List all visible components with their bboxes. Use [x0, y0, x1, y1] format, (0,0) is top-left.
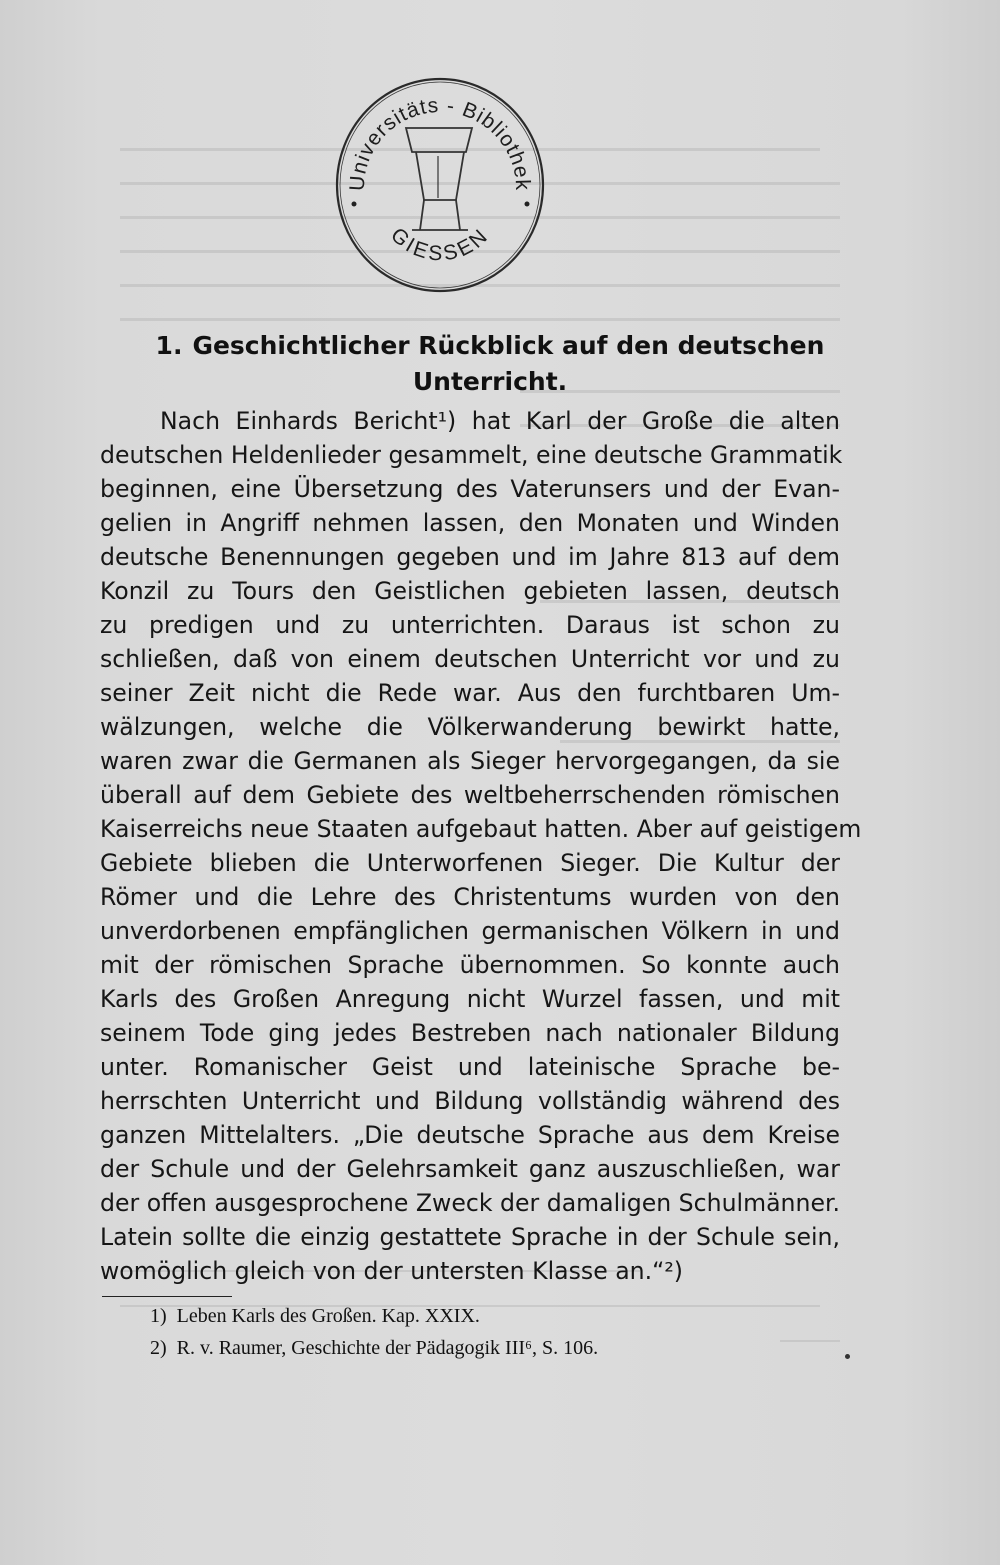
stamp-emblem — [406, 128, 472, 230]
text-line: gelien in Angriff nehmen lassen, den Monaten und Winden — [100, 509, 840, 537]
text-line: der Schule und der Gelehrsamkeit ganz auszuschließen, war — [100, 1155, 840, 1183]
footnote-2 — [150, 1332, 850, 1364]
text-line: Latein sollte die einzig gestattete Sprache in der Schule sein, — [100, 1223, 840, 1251]
ink-speck — [845, 1354, 850, 1359]
text-line: zu predigen und zu unterrichten. Daraus ist schon zu — [100, 611, 840, 639]
text-line: überall auf dem Gebiete des weltbeherrschenden römischen — [100, 781, 840, 809]
footnote-number: 2) — [150, 1337, 167, 1359]
text-line: seiner Zeit nicht die Rede war. Aus den furchtbaren Um- — [100, 679, 840, 707]
footnote-1 — [150, 1300, 850, 1332]
svg-text:Universitäts - Bibliothek — [346, 94, 534, 192]
section-title-line-1: Geschichtlicher Rückblick auf den deutschen — [192, 331, 825, 360]
text-line: Kaiserreichs neue Staaten aufgebaut hatten. Aber auf geistigem — [100, 815, 862, 843]
text-line: Römer und die Lehre des Christentums wurden von den — [100, 883, 840, 911]
section-title-line-2: Unterricht. — [412, 367, 568, 396]
text-line: ganzen Mittelalters. „Die deutsche Sprache aus dem Kreise — [100, 1121, 840, 1149]
footnote-divider — [102, 1296, 232, 1297]
text-line: deutsche Benennungen gegeben und im Jahre 813 auf dem — [100, 543, 840, 571]
text-line: herrschten Unterricht und Bildung vollständig während des — [100, 1087, 840, 1115]
text-line: Konzil zu Tours den Geistlichen gebieten lassen, deutsch — [100, 577, 840, 605]
text-line: Nach Einhards Bericht¹) hat Karl der Große die alten — [160, 407, 840, 435]
text-line: unter. Romanischer Geist und lateinische Sprache be- — [100, 1053, 840, 1081]
section-number: 1. — [155, 331, 183, 360]
section-heading — [100, 328, 880, 400]
text-line: deutschen Heldenlieder gesammelt, eine deutsche Grammatik — [100, 441, 843, 469]
text-line: seinem Tode ging jedes Bestreben nach nationaler Bildung — [100, 1019, 840, 1047]
footnote-text: Leben Karls des Großen. Kap. XXIX. — [176, 1305, 480, 1327]
text-line: Karls des Großen Anregung nicht Wurzel fassen, und mit — [100, 985, 840, 1013]
library-stamp-graphic — [320, 70, 560, 300]
text-line: unverdorbenen empfänglichen germanischen Völkern in und — [100, 917, 840, 945]
footnote-text: R. v. Raumer, Geschichte der Pädagogik III⁶, S. 106. — [176, 1337, 599, 1359]
stamp-top-text: Universitäts - Bibliothek — [345, 93, 535, 192]
library-stamp — [320, 70, 560, 300]
text-line: beginnen, eine Übersetzung des Vaterunsers und der Evan- — [100, 475, 840, 503]
text-line: womöglich gleich von der untersten Klasse an.“²) — [100, 1257, 684, 1285]
text-line: schließen, daß von einem deutschen Unterricht vor und zu — [100, 645, 840, 673]
text-line: waren zwar die Germanen als Sieger hervorgegangen, da sie — [100, 747, 840, 775]
body-paragraph — [100, 404, 862, 1288]
text-line: Gebiete blieben die Unterworfenen Sieger. Die Kultur der — [100, 849, 840, 877]
footnote-number: 1) — [150, 1305, 167, 1327]
stamp-bottom-text: GIESSEN — [386, 223, 494, 266]
text-line: wälzungen, welche die Völkerwanderung bewirkt hatte, — [100, 713, 840, 741]
text-line: der offen ausgesprochene Zweck der damaligen Schulmänner. — [100, 1189, 840, 1217]
text-line: mit der römischen Sprache übernommen. So konnte auch — [100, 951, 840, 979]
footnotes — [150, 1300, 850, 1364]
